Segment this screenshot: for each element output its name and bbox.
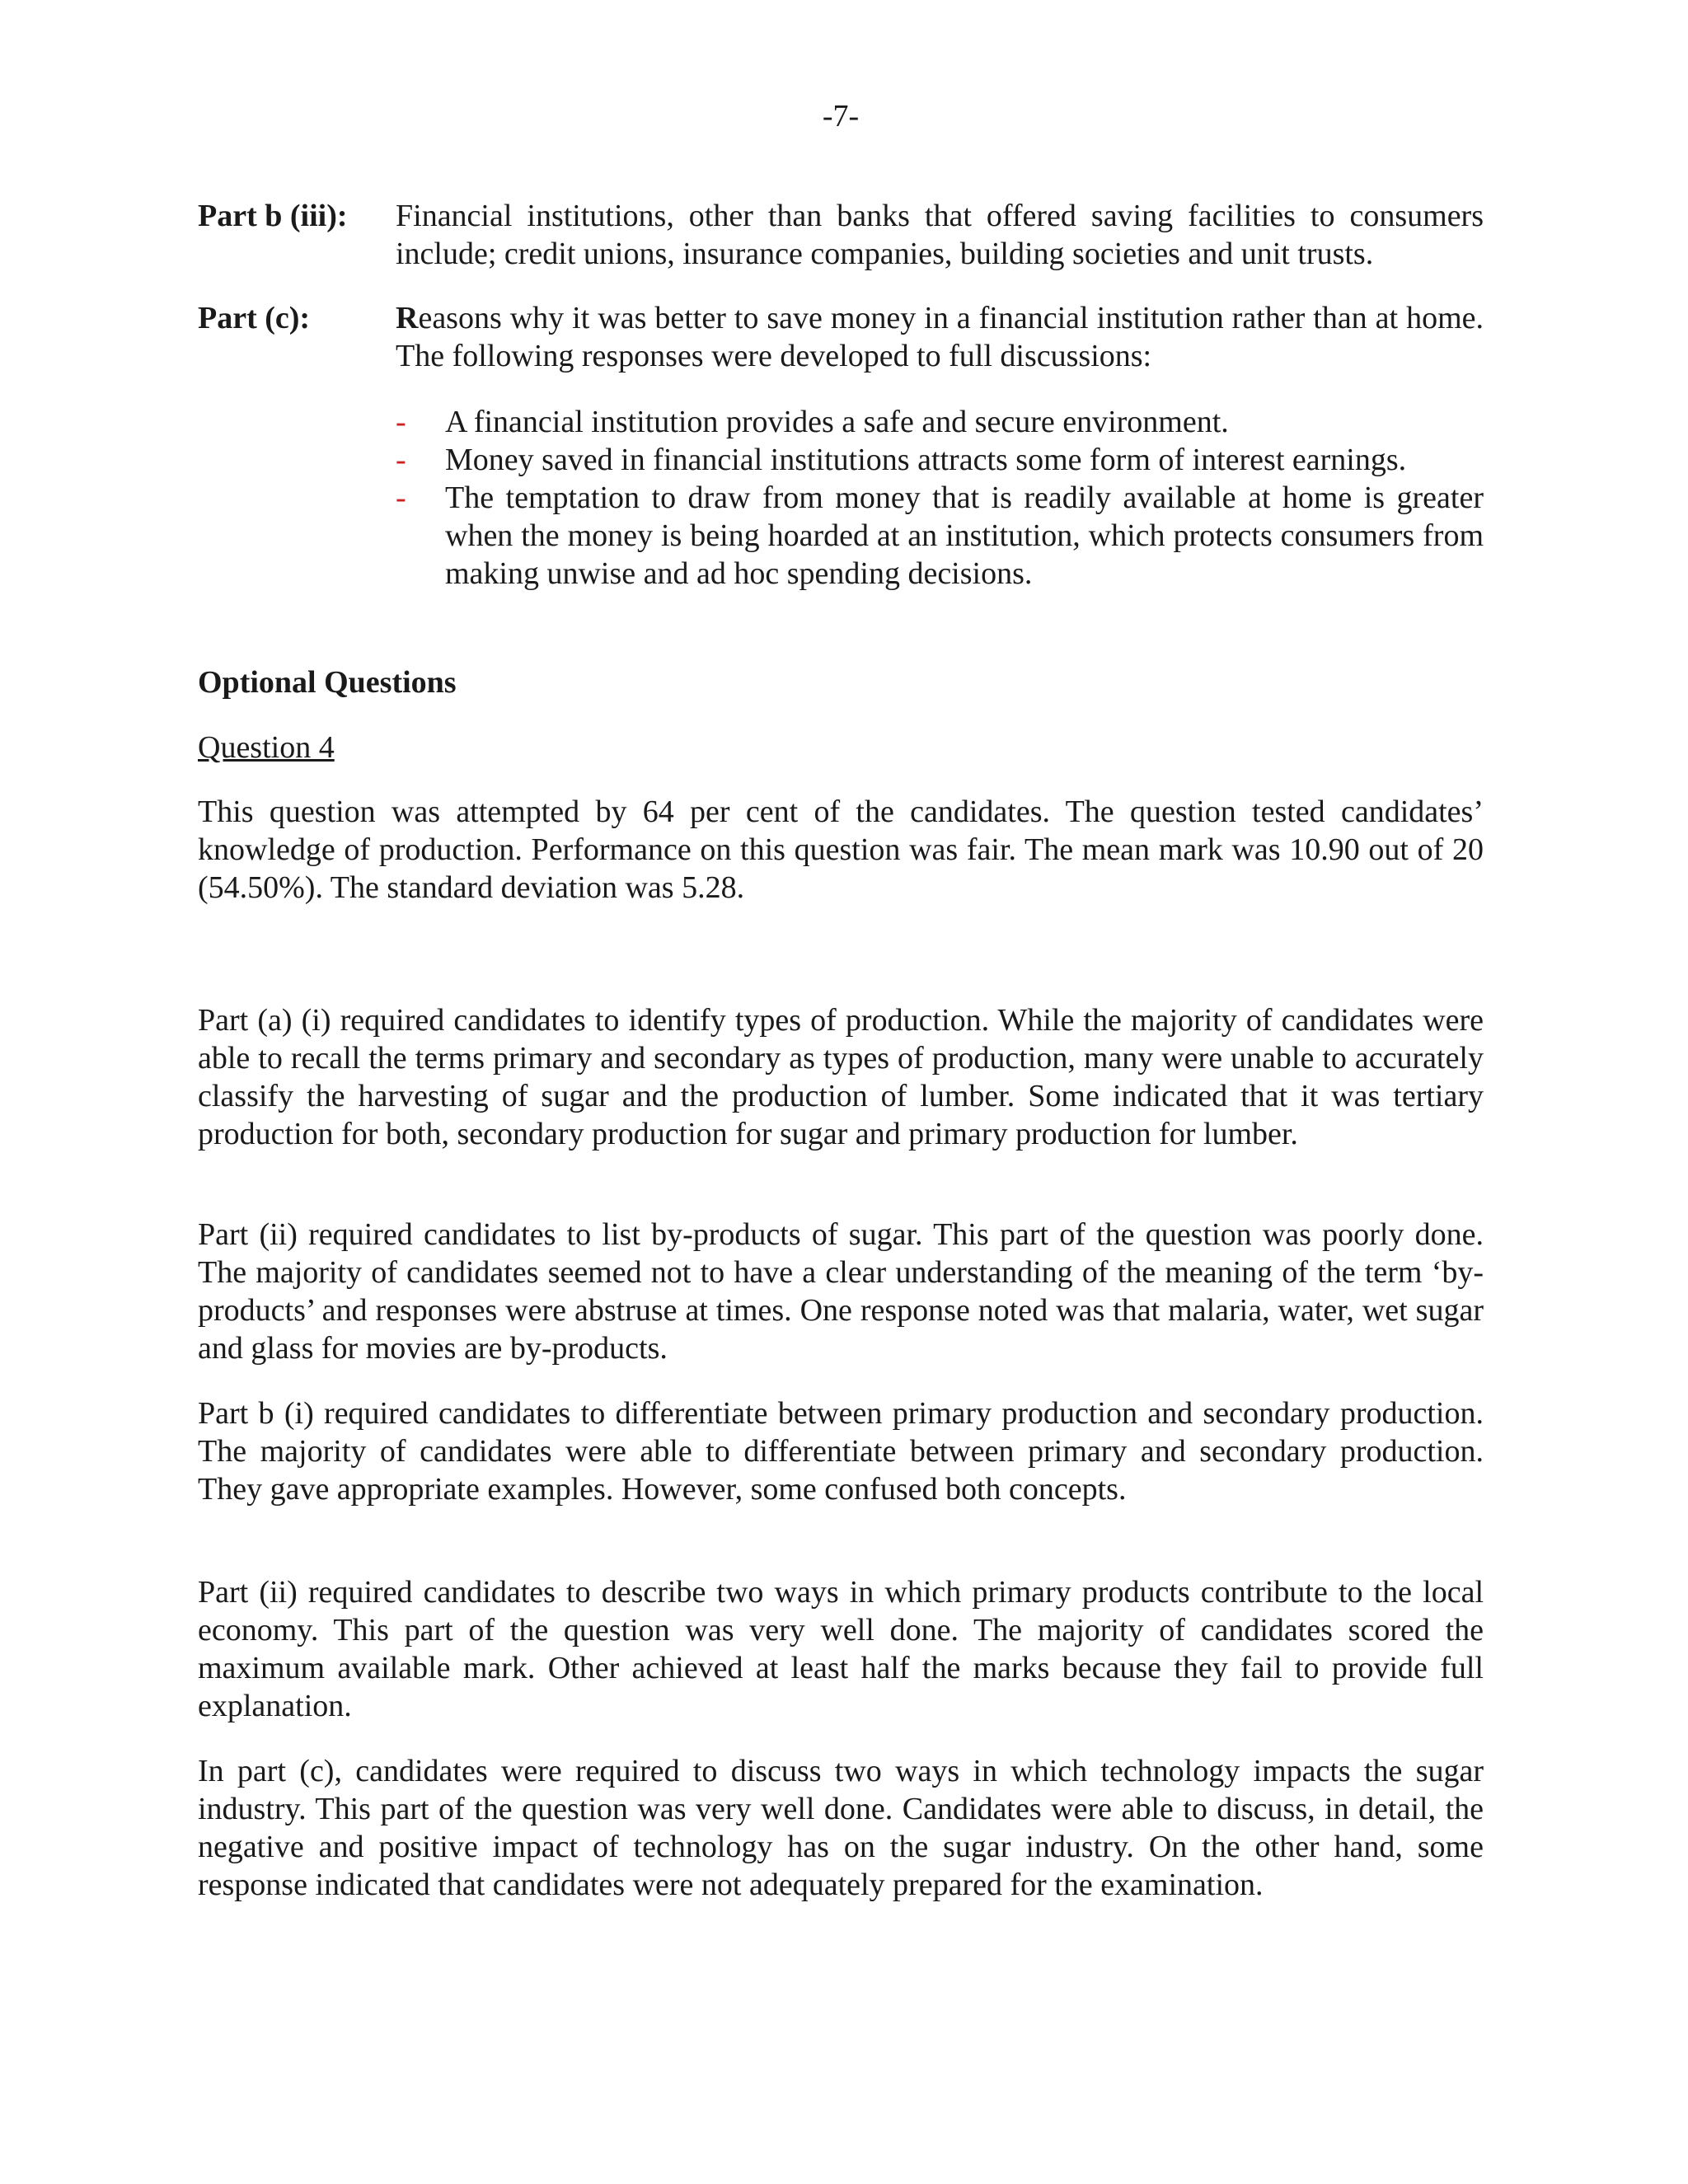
dash-bullet-icon: -	[396, 480, 406, 515]
part-c-bullet-list	[396, 403, 1484, 593]
part-c-intro-initial: R	[396, 301, 419, 335]
part-c-body	[396, 299, 1484, 593]
page-number: -7-	[822, 99, 860, 134]
dash-bullet-icon: -	[396, 443, 406, 477]
question-4-summary: This question was attempted by 64 per cent of the candidates. The question tested candidates’ knowledge of production. Performance on this question was fair. The mean mark was 10.90 out of 20 (54.50%). The standard deviation was 5.28.	[198, 794, 1484, 905]
part-a-i-paragraph: Part (a) (i) required candidates to identify types of production. While the majority of candidates were able to recall the terms primary and secondary as types of production, many were unable to accurately classify the harvesting of sugar and the production of lumber. Some indicated that it was tertiary production for both, secondary production for sugar and primary production for lumber.	[198, 1003, 1484, 1151]
part-c-intro	[396, 299, 1484, 375]
list-item	[396, 403, 1484, 441]
list-item	[396, 441, 1484, 479]
list-item	[396, 479, 1484, 593]
optional-questions-heading: Optional Questions	[198, 665, 457, 700]
part-c-paragraph: In part (c), candidates were required to discuss two ways in which technology impacts the sugar industry. This part of the question was very well done. Candidates were able to discuss, in detail, the negative and positive impact of technology has on the sugar industry. On the other hand, some response indicated that candidates were not adequately prepared for the examination.	[198, 1754, 1484, 1902]
part-b-iii-text	[396, 197, 1484, 273]
part-b-i-paragraph: Part b (i) required candidates to differentiate between primary production and secondary production. The majority of candidates were able to differentiate between primary and secondary production. They gave appropriate examples. However, some confused both concepts.	[198, 1396, 1484, 1507]
part-b-ii-paragraph: Part (ii) required candidates to describe two ways in which primary products contribute to the local economy. This part of the question was very well done. The majority of candidates scored the maximum available mark. Other achieved at least half the marks because they fail to provide full explanation.	[198, 1575, 1484, 1723]
question-4-heading: Question 4	[198, 730, 335, 765]
part-c-intro-text: easons why it was better to save money in a financial institution rather than at home. The following responses were developed to full discussions:	[396, 301, 1484, 373]
part-a-ii-paragraph: Part (ii) required candidates to list by-products of sugar. This part of the question was poorly done. The majority of candidates seemed not to have a clear understanding of the meaning of the term ‘by-products’ and responses were abstruse at times. One response noted was that malaria, water, wet sugar and glass for movies are by-products.	[198, 1217, 1484, 1366]
part-c-label: Part (c):	[198, 301, 311, 335]
dash-bullet-icon: -	[396, 405, 406, 439]
list-item-text: A financial institution provides a safe and secure environment.	[445, 405, 1229, 439]
list-item-text: Money saved in financial institutions attracts some form of interest earnings.	[445, 443, 1407, 477]
part-b-iii-paragraph: Financial institutions, other than banks that offered saving facilities to consumers include; credit unions, insurance companies, building societies and unit trusts.	[396, 199, 1484, 271]
part-b-iii-label: Part b (iii):	[198, 199, 348, 233]
list-item-text: The temptation to draw from money that is readily available at home is greater when the money is being hoarded at an institution, which protects consumers from making unwise and ad hoc spending decisions.	[445, 480, 1484, 591]
